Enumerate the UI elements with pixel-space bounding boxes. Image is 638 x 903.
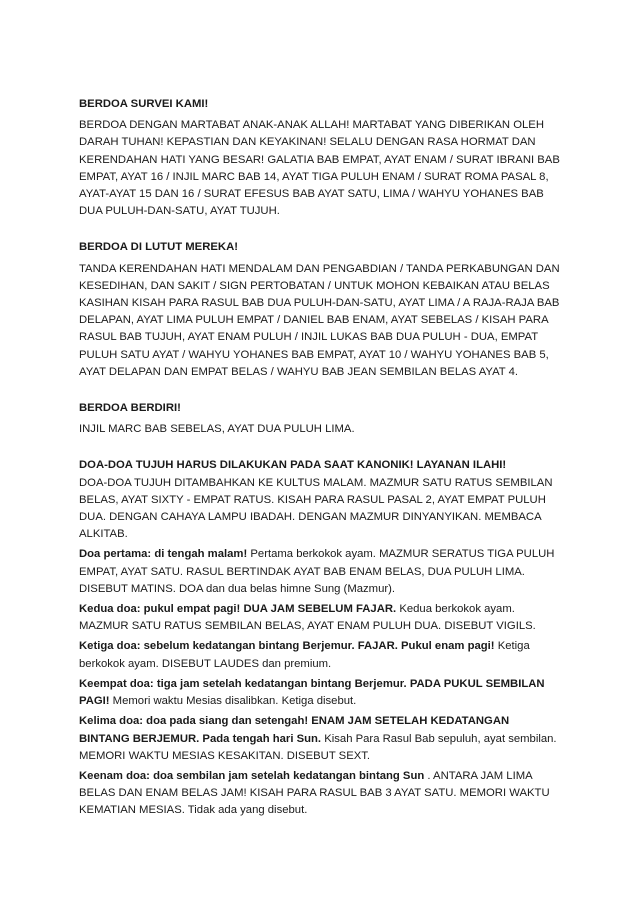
section-heading: BERDOA SURVEI KAMI! [79, 98, 209, 110]
prayer-item [79, 713, 561, 765]
section-berdiri [79, 400, 561, 438]
section-canonical-hours [79, 457, 561, 819]
prayer-text: Memori waktu Mesias disalibkan. Ketiga disebut. [109, 695, 357, 708]
prayer-title: Keenam doa: doa sembilan jam setelah kedatangan bintang Sun [79, 769, 425, 782]
section-body: BERDOA DENGAN MARTABAT ANAK-ANAK ALLAH! MARTABAT YANG DIBERIKAN OLEH DARAH TUHAN! KEPASTIAN DAN KEYAKINAN! SELALU DENGAN RASA HORMAT DAN KERENDAHAN HATI YANG BESAR! GALATIA BAB EMPAT, AYAT ENAM / SURAT IBRANI BAB EMPAT, AYAT 16 / INJIL MARC BAB 14, AYAT TIGA PULUH ENAM / SURAT ROMA PASAL 8, AYAT-AYAT 15 DAN 16 / SURAT EFESUS BAB AYAT SATU, LIMA / WAHYU YOHANES BAB DUA PULUH-DAN-SATU, AYAT TUJUH. [79, 119, 560, 218]
prayer-text: Pertama berkokok ayam. MAZMUR SERATUS TIGA PULUH EMPAT, AYAT SATU. RASUL BERTINDAK AYAT BAB ENAM BELAS, DUA PULUH LIMA. DISEBUT MATINS. DOA dan dua belas himne Sung (Mazmur). [79, 548, 555, 595]
prayer-title: Kedua doa: pukul empat pagi! DUA JAM SEBELUM FAJAR. [79, 603, 397, 616]
section-heading: BERDOA BERDIRI! [79, 402, 181, 415]
document-page [79, 96, 561, 839]
section-intro: DOA-DOA TUJUH DITAMBAHKAN KE KULTUS MALAM. MAZMUR SATU RATUS SEMBILAN BELAS, AYAT SIXTY - EMPAT RATUS. KISAH PARA RASUL PASAL 2, AYAT EMPAT PULUH DUA. DENGAN CAHAYA LAMPU IBADAH. DENGAN MAZMUR DINYANYIKAN. MEMBACA ALKITAB. [79, 476, 553, 541]
prayer-item [79, 768, 561, 820]
prayer-item [79, 601, 561, 635]
prayer-title: Ketiga doa: sebelum kedatangan bintang Berjemur. FAJAR. Pukul enam pagi! [79, 640, 495, 653]
section-survei [79, 96, 561, 220]
section-heading: BERDOA DI LUTUT MEREKA! [79, 241, 238, 254]
prayer-item [79, 638, 561, 672]
prayer-title: Kelima doa: doa pada siang dan setengah! ENAM JAM SETELAH KEDATANGAN BINTANG BERJEMUR. Pada tengah hari Sun. [79, 715, 510, 745]
prayer-item [79, 676, 561, 710]
section-body: INJIL MARC BAB SEBELAS, AYAT DUA PULUH LIMA. [79, 423, 355, 436]
prayer-text: Kisah Para Rasul Bab sepuluh, ayat sembilan. MEMORI WAKTU MESIAS KESAKITAN. DISEBUT SEXT. [79, 732, 557, 762]
prayer-item [79, 546, 561, 598]
prayer-title: Keempat doa: tiga jam setelah kedatangan bintang Berjemur. PADA PUKUL SEMBILAN PAGI! [79, 677, 545, 708]
prayer-title: Doa pertama: di tengah malam! [79, 548, 248, 561]
prayer-text: Kedua berkokok ayam. MAZMUR SATU RATUS SEMBILAN BELAS, AYAT ENAM PULUH DUA. DISEBUT VIGILS. [79, 603, 536, 633]
section-lutut [79, 239, 561, 381]
section-heading: DOA-DOA TUJUH HARUS DILAKUKAN PADA SAAT KANONIK! LAYANAN ILAHI! [79, 459, 507, 472]
section-body: TANDA KERENDAHAN HATI MENDALAM DAN PENGABDIAN / TANDA PERKABUNGAN DAN KESEDIHAN, DAN SAKIT / SIGN PERTOBATAN / UNTUK MOHON KEBAIKAN ATAU BELAS KASIHAN KISAH PARA RASUL BAB DUA PULUH-DAN-SATU, AYAT LIMA / A RAJA-RAJA BAB DELAPAN, AYAT LIMA PULUH EMPAT / DANIEL BAB ENAM, AYAT SEBELAS / KISAH PARA RASUL BAB TUJUH, AYAT ENAM PULUH / INJIL LUKAS BAB DUA PULUH - DUA, EMPAT PULUH SATU AYAT / WAHYU YOHANES BAB EMPAT, AYAT 10 / WAHYU YOHANES BAB 5, AYAT DELAPAN DAN EMPAT BELAS / WAHYU BAB JEAN SEMBILAN BELAS AYAT 4. [79, 262, 560, 378]
prayer-text: Ketiga berkokok ayam. DISEBUT LAUDES dan premium. [79, 640, 530, 670]
prayer-text: . ANTARA JAM LIMA BELAS DAN ENAM BELAS JAM! KISAH PARA RASUL BAB 3 AYAT SATU. MEMORI WAKTU KEMATIAN MESIAS. Tidak ada yang disebut. [79, 769, 550, 817]
